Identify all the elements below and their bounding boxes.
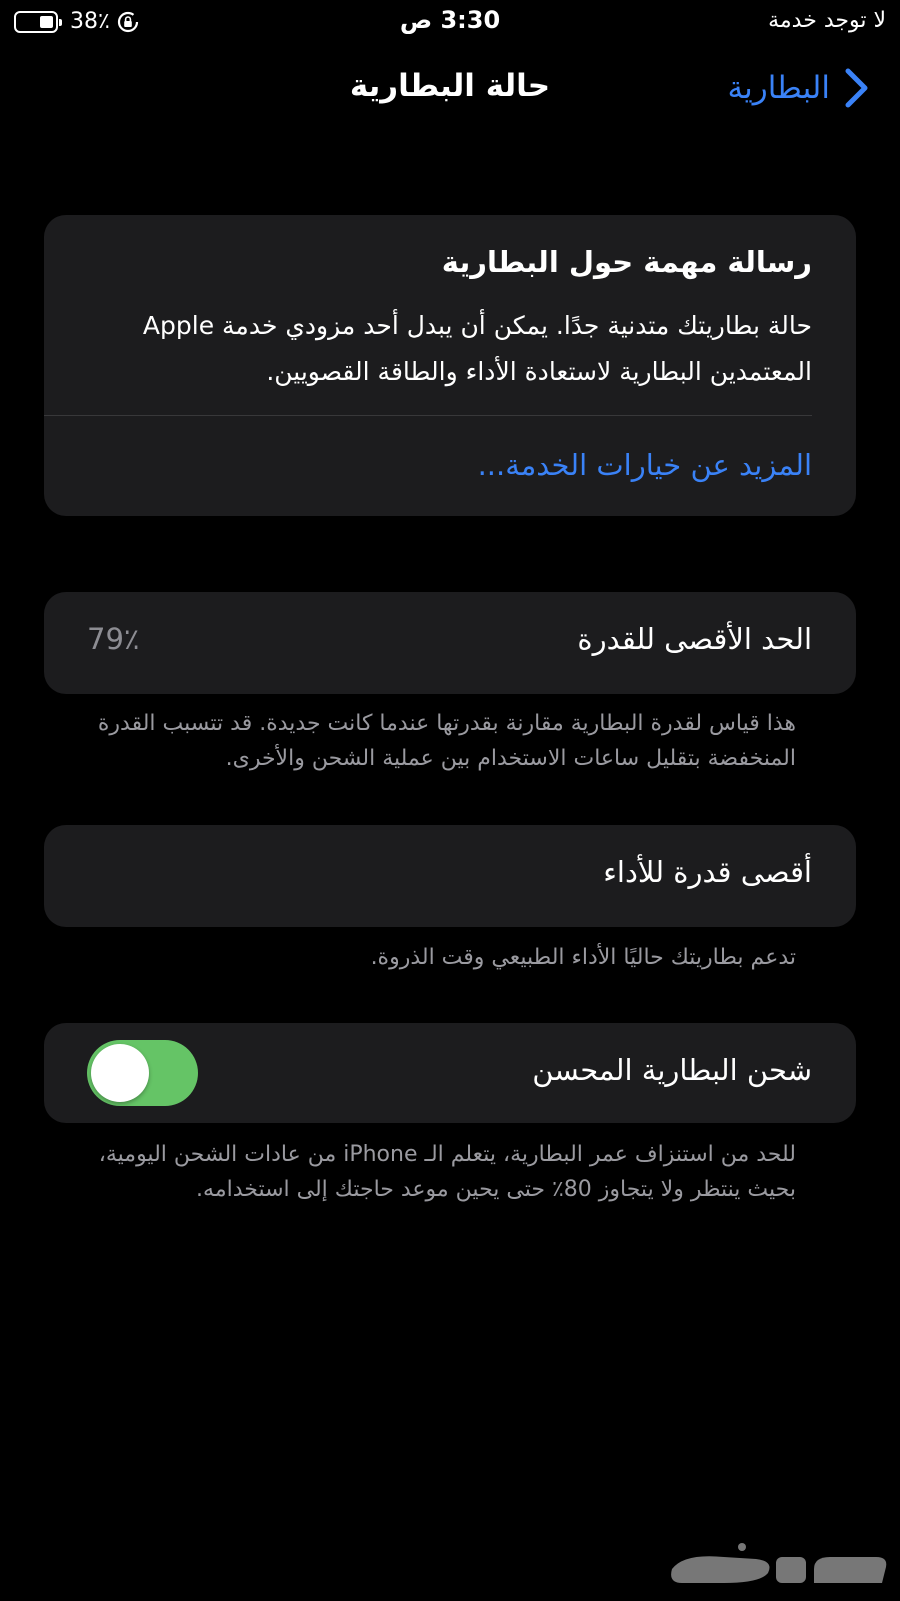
status-bar <box>0 0 900 46</box>
clock: 3:30 ص <box>399 6 501 34</box>
message-body: حالة بطاريتك متدنية جدًا. يمكن أن يبدل أحد مزودي خدمة Apple المعتمدين البطارية لاستعادة الأداء والطاقة القصويين. <box>142 311 812 386</box>
page-title: حالة البطارية <box>349 68 551 104</box>
peak-performance-label: أقصى قدرة للأداء <box>603 855 812 889</box>
peak-performance-row <box>44 825 856 927</box>
carrier-label: لا توجد خدمة <box>768 8 886 33</box>
battery-icon <box>14 11 58 33</box>
optimized-charging-label: شحن البطارية المحسن <box>532 1053 812 1087</box>
optimized-charging-footnote: للحد من استنزاف عمر البطارية، يتعلم الـ iPhone من عادات الشحن اليومية، بحيث ينتظر ولا يتجاوز 80٪ حتى يحين موعد حاجتك إلى استخدامه. <box>98 1142 796 1202</box>
status-indicators <box>14 9 140 34</box>
maximum-capacity-label: الحد الأقصى للقدرة <box>577 622 812 656</box>
haraj-logo-watermark <box>664 1539 894 1591</box>
maximum-capacity-row <box>44 592 856 694</box>
battery-percent: 38٪ <box>70 9 110 34</box>
navigation-bar <box>0 58 900 122</box>
message-title: رسالة مهمة حول البطارية <box>441 245 812 279</box>
peak-performance-footnote: تدعم بطاريتك حاليًا الأداء الطبيعي وقت الذروة. <box>370 945 796 970</box>
battery-message-card <box>44 215 856 516</box>
battery-level-fill <box>40 16 53 28</box>
back-button-label: البطارية <box>727 70 830 106</box>
maximum-capacity-footnote: هذا قياس لقدرة البطارية مقارنة بقدرتها عندما كانت جديدة. قد تتسبب القدرة المنخفضة بتقليل ساعات الاستخدام بين عملية الشحن والأخرى. <box>97 711 796 771</box>
optimized-charging-toggle[interactable] <box>87 1040 198 1106</box>
service-options-link[interactable]: المزيد عن خيارات الخدمة... <box>477 448 812 482</box>
lock-rotation-icon <box>116 10 140 34</box>
maximum-capacity-value: 79٪ <box>87 622 140 656</box>
divider <box>44 415 812 416</box>
optimized-charging-row <box>44 1023 856 1123</box>
toggle-knob <box>91 1044 149 1102</box>
